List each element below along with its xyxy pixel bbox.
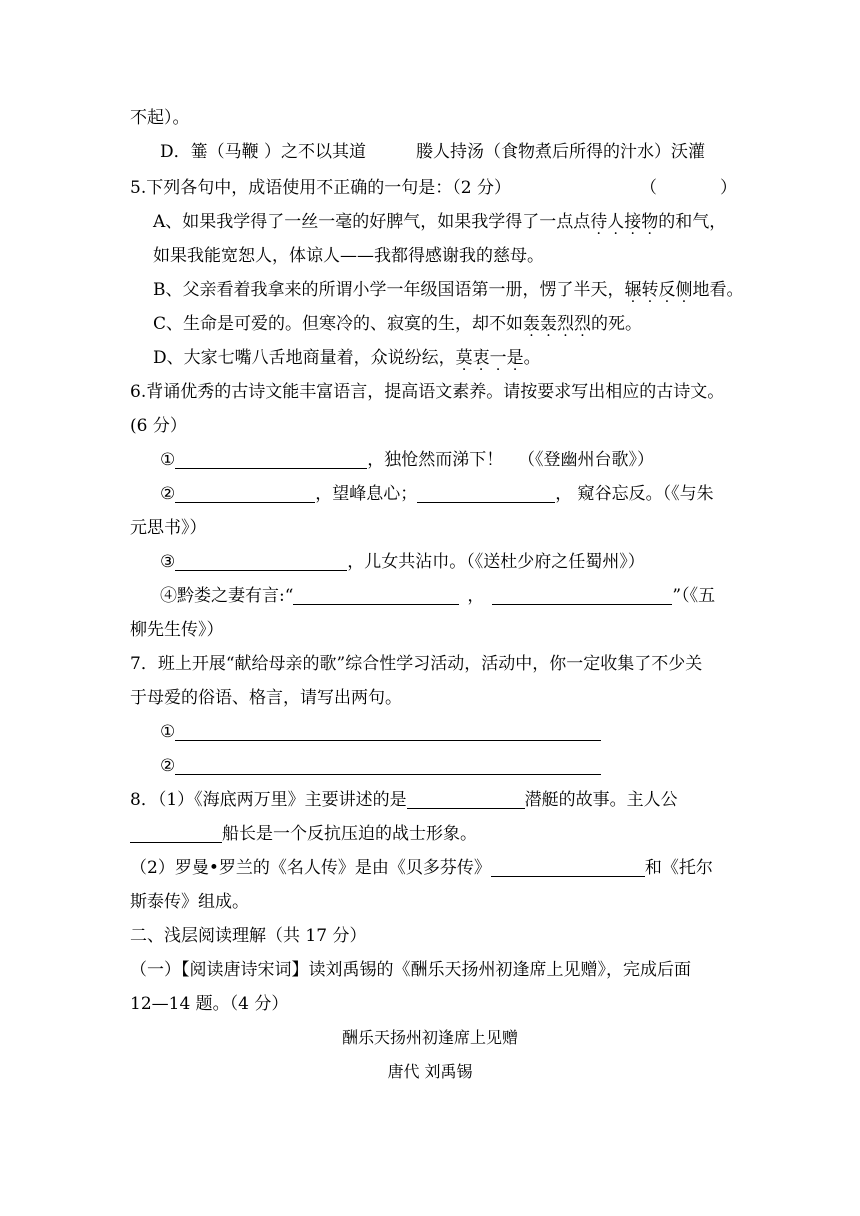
question-8-line1 [130, 788, 678, 812]
answer-paren-close: ） [720, 178, 737, 198]
emphasis-char: 待 [590, 212, 608, 232]
answer-blank[interactable] [417, 484, 555, 503]
text: ， 窥谷忘反。（《与朱 [555, 484, 714, 504]
text-line: 不起）。 [130, 108, 190, 128]
emphasis-char: 衷 [472, 348, 490, 368]
question-8-line3 [130, 856, 713, 880]
text: ，独怆然而涕下！ [367, 450, 504, 470]
text: A、如果我学得了一丝一毫的好脾气，如果我学得了一点点 [153, 212, 591, 232]
emphasis-char: 一 [489, 348, 507, 368]
text: 和《托尔 [644, 858, 713, 878]
text: （2）罗曼•罗兰的《名人传》是由《贝多芬传》 [130, 858, 491, 878]
q6-item-4 [160, 584, 715, 608]
text: ， [467, 586, 485, 606]
dotted-idiom [625, 280, 693, 300]
text: 的和气， [658, 212, 727, 232]
q5-option-a-line2: 如果我能宽恕人，体谅人——我都得感谢我的慈母。 [153, 246, 544, 266]
q5-option-b [153, 278, 744, 302]
q6-item-1-source: （《登幽州台歌》） [518, 450, 654, 470]
emphasis-char: 莫 [455, 348, 473, 368]
answer-blank[interactable] [492, 586, 672, 605]
answer-blank[interactable] [293, 586, 459, 605]
question-6-line1: 6.背诵优秀的古诗文能丰富语言，提高语文素养。请按要求写出相应的古诗文。 [130, 382, 725, 402]
emphasis-char: 接 [624, 212, 642, 232]
q6-item-3 [160, 550, 645, 574]
question-5: 5.下列各句中，成语使用不正确的一句是：（2 分） [130, 178, 511, 198]
q6-item-4-line2: 柳先生传》） [130, 620, 224, 640]
answer-paren-open: （ [640, 178, 657, 198]
section-2-heading: 二、浅层阅读理解（共 17 分） [130, 926, 367, 946]
text: D、大家七嘴八舌地商量着，众说纷纭， [153, 348, 456, 368]
question-8-line4: 斯泰传》组成。 [130, 892, 249, 912]
answer-blank[interactable] [491, 858, 645, 877]
text: ① [160, 722, 176, 742]
q6-item-1 [160, 448, 503, 472]
section-2-intro-line1: （一）【阅读唐诗宋词】读刘禹锡的《酬乐天扬州初逢席上见赠》，完成后面 [130, 960, 691, 980]
emphasis-char: 物 [641, 212, 659, 232]
option-d-part-a: D．箠（马鞭 ）之不以其道 [160, 142, 367, 162]
poem-title: 酬乐天扬州初逢席上见赠 [341, 1028, 518, 1047]
emphasis-char: 人 [607, 212, 625, 232]
text: B、父亲看着我拿来的所谓小学一年级国语第一册，愣了半天， [153, 280, 625, 300]
text: ，望峰息心； [315, 484, 418, 504]
text: ”（《五 [672, 586, 716, 606]
text: 船长是一个反抗压迫的战士形象。 [222, 824, 477, 844]
text: ，儿女共沾巾。（《送杜少府之任蜀州》） [347, 552, 645, 572]
emphasis-char: 烈 [574, 314, 592, 334]
text: ④黔娄之妻有言:“ [160, 586, 294, 606]
answer-blank[interactable] [175, 484, 315, 503]
q6-item-2-line2: 元思书》） [130, 518, 207, 538]
q5-option-c [153, 312, 642, 336]
emphasis-char: 反 [658, 280, 676, 300]
q7-answer-2 [160, 754, 601, 778]
emphasis-char: 侧 [675, 280, 693, 300]
question-8-line2 [130, 822, 477, 846]
emphasis-char: 轰 [523, 314, 541, 334]
q7-answer-1 [160, 720, 601, 744]
dotted-idiom [590, 212, 658, 232]
question-7-line2: 于母爱的俗语、格言，请写出两句。 [130, 688, 402, 708]
poem-author: 唐代 刘禹锡 [387, 1062, 473, 1081]
dotted-idiom [456, 348, 524, 368]
text: 8．（1）《海底两万里》主要讲述的是 [130, 790, 407, 810]
text: ① [160, 450, 176, 470]
question-7-line1: 7．班上开展“献给母亲的歌”综合性学习活动，活动中，你一定收集了不少关 [130, 654, 703, 674]
option-d-part-b: 媵人持汤（食物煮后所得的汁水）沃灌 [416, 142, 705, 162]
text: ③ [160, 552, 176, 572]
text: ② [160, 484, 176, 504]
text: 地看。 [692, 280, 744, 300]
answer-blank[interactable] [175, 722, 601, 741]
answer-blank[interactable] [130, 824, 222, 843]
text: 潜艇的故事。主人公 [524, 790, 678, 810]
answer-blank[interactable] [175, 756, 601, 775]
text: ② [160, 756, 176, 776]
text: C、生命是可爱的。但寒冷的、寂寞的生，却不如 [153, 314, 524, 334]
emphasis-char: 烈 [557, 314, 575, 334]
emphasis-char: 轰 [540, 314, 558, 334]
emphasis-char: 辗 [624, 280, 642, 300]
text: 的死。 [591, 314, 643, 334]
q5-option-d [153, 346, 541, 370]
emphasis-char: 是 [506, 348, 524, 368]
question-6-line2: (6 分） [130, 416, 187, 436]
dotted-idiom [523, 314, 591, 334]
answer-blank[interactable] [175, 552, 347, 571]
text: 。 [523, 348, 541, 368]
q6-item-2 [160, 482, 714, 506]
answer-blank[interactable] [175, 450, 367, 469]
q5-option-a-line1 [153, 210, 726, 234]
answer-blank[interactable] [407, 790, 525, 809]
section-2-intro-line2: 12—14 题。（4 分） [130, 994, 289, 1014]
emphasis-char: 转 [641, 280, 659, 300]
